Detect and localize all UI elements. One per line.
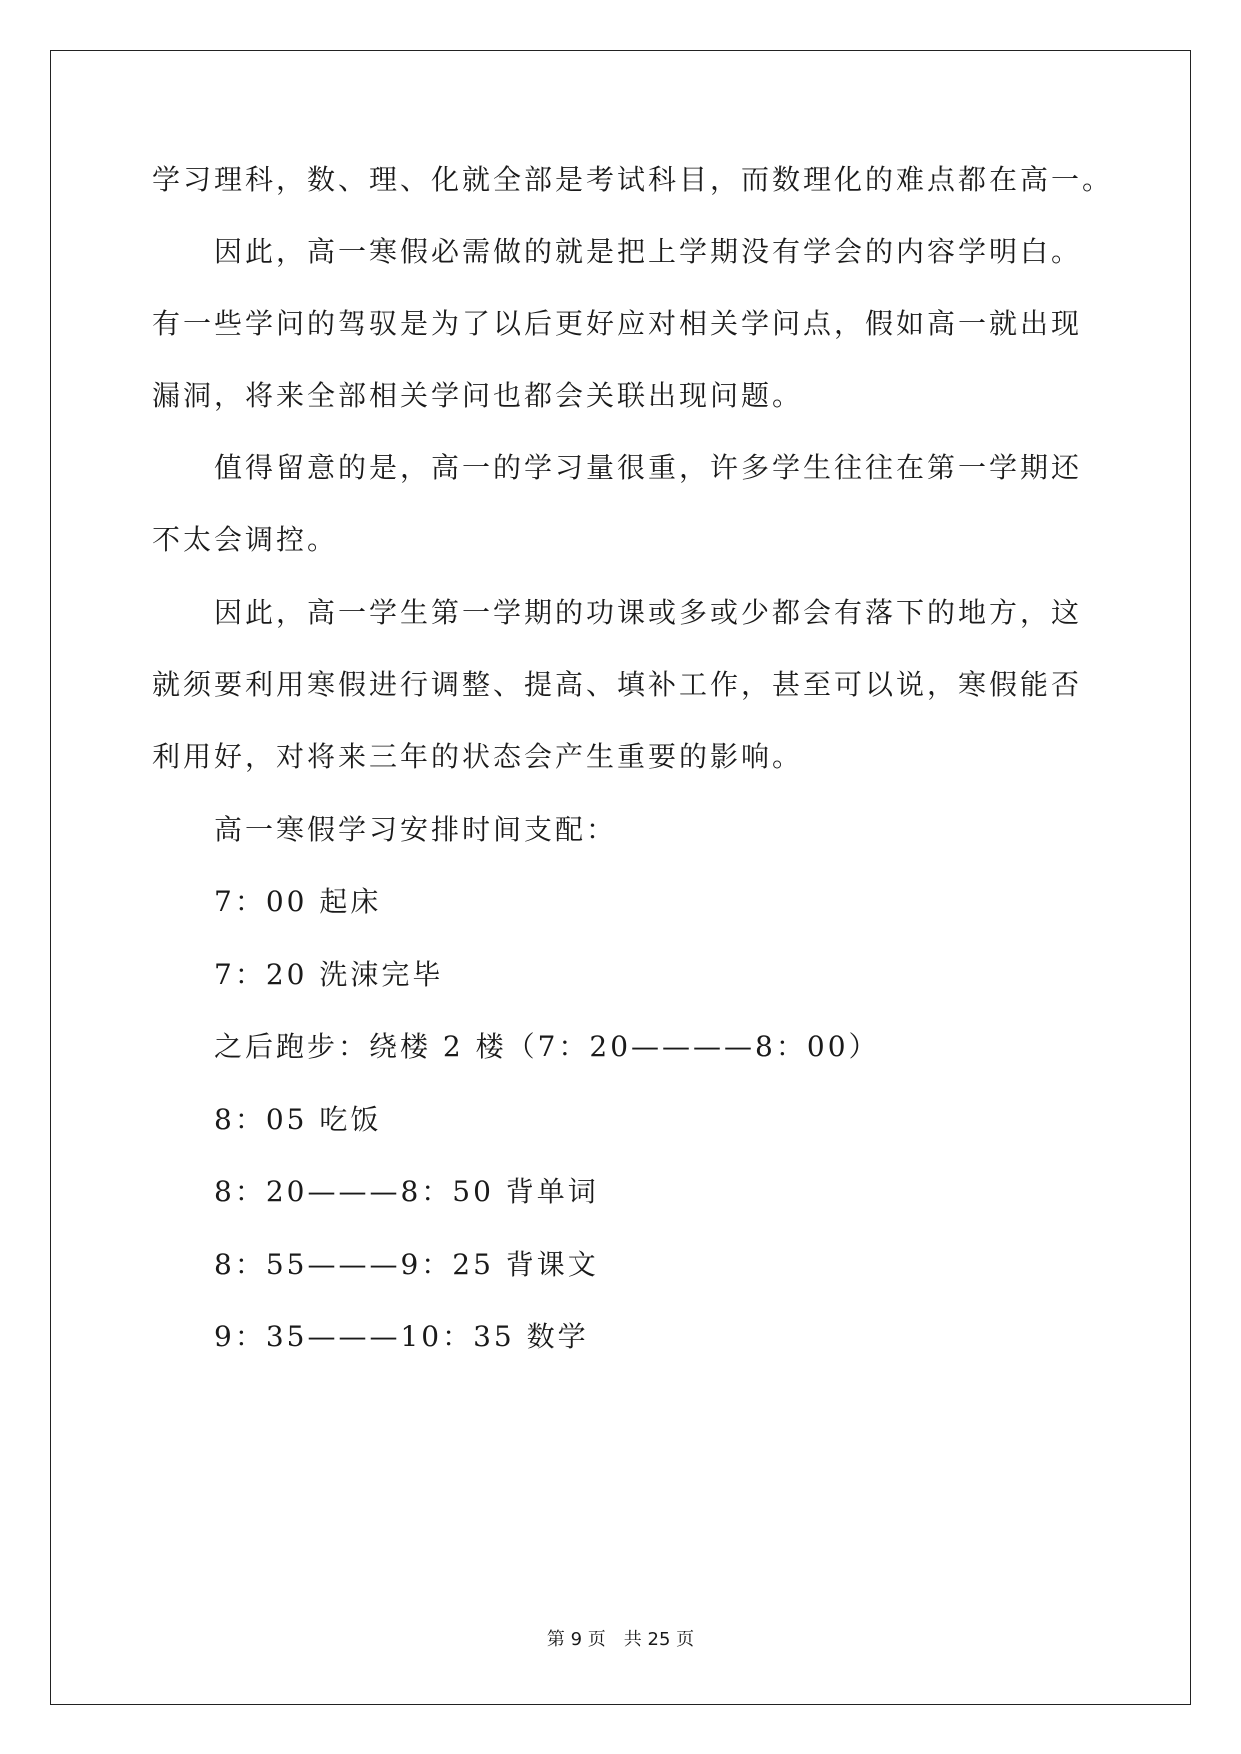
text-line: 因此，高一学生第一学期的功课或多或少都会有落下的地方，这 [214,596,1083,629]
text-line: 不太会调控。 [152,523,339,556]
text-line: 8：55———9：25 背课文 [214,1248,599,1281]
text-line: 就须要利用寒假进行调整、提高、填补工作，甚至可以说，寒假能否 [152,668,1083,701]
text-line: 7：20 洗涑完毕 [214,958,444,991]
text-line: 利用好，对将来三年的状态会产生重要的影响。 [152,740,804,773]
text-line: 8：20———8：50 背单词 [214,1175,599,1208]
page-frame [50,50,1191,1705]
text-line: 学习理科，数、理、化就全部是考试科目，而数理化的难点都在高一。 [152,163,1114,196]
text-line: 值得留意的是，高一的学习量很重，许多学生往往在第一学期还 [214,451,1083,484]
text-line: 7：00 起床 [214,885,382,918]
text-line: 有一些学问的驾驭是为了以后更好应对相关学问点，假如高一就出现 [152,307,1083,340]
text-line: 因此，高一寒假必需做的就是把上学期没有学会的内容学明白。 [214,235,1083,268]
text-line: 之后跑步：绕楼 2 楼（7：20————8：00） [214,1030,880,1063]
text-line: 8：05 吃饭 [214,1103,382,1136]
text-line: 高一寒假学习安排时间支配： [214,813,618,846]
text-line: 漏洞，将来全部相关学问也都会关联出现问题。 [152,379,804,412]
page-number-footer: 第 9 页 共 25 页 [546,1629,695,1650]
text-line: 9：35———10：35 数学 [214,1320,589,1353]
